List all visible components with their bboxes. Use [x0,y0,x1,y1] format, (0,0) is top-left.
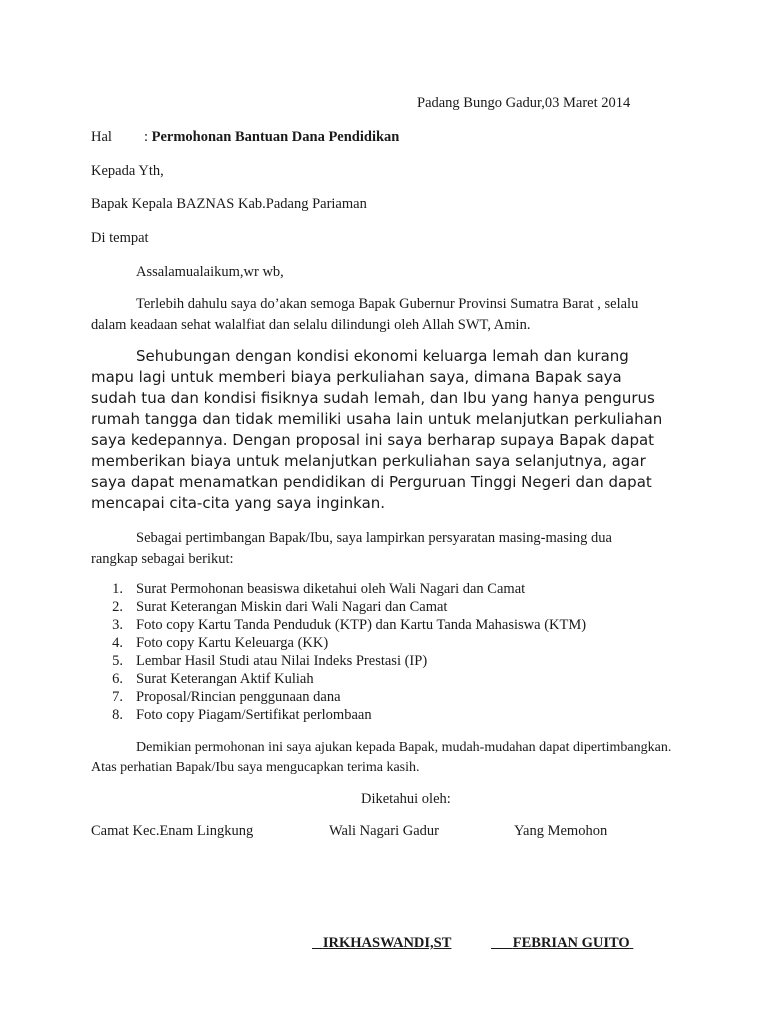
list-item: 5. Lembar Hasil Studi atau Nilai Indeks Prestasi (IP) [112,653,428,669]
subject-colon: : [143,129,148,145]
wali-name: IRKHASWANDI,ST [322,935,452,951]
list-item: 2. Surat Keterangan Miskin dari Wali Nagari dan Camat [112,599,448,615]
prayer-paragraph: Terlebih dahulu saya do’akan semoga Bapak Gubernur Provinsi Sumatra Barat , selalu dalam keadaan sehat walalfiat dan selalu dilindungi oleh Allah SWT, Amin. [91,296,639,333]
main-paragraph: Sehubungan dengan kondisi ekonomi keluarga lemah dan kurang mapu lagi untuk memberi biaya perkuliahan saya, dimana Bapak saya sudah tua dan kondisi fisiknya sudah lemah, dan Ibu yang hanya pengurus rumah tangga dan tidak memiliki usaha lain untuk melanjutkan perkuliahan saya kedepannya. Dengan proposal ini saya berharap supaya Bapak dapat memberikan biaya untuk melanjutkan perkuliahan saya selanjutnya, agar saya dapat menamatkan pendidikan di Perguruan Tinggi Negeri dan dapat mencapai cita-cita yang saya inginkan. [91,347,663,512]
signer-applicant: Yang Memohon [514,823,608,839]
subject-label: Hal [91,129,112,145]
closing-paragraph: Demikian permohonan ini saya ajukan kepada Bapak, mudah-mudahan dapat dipertimbangkan. Atas perhatian Bapak/Ibu saya mengucapkan terima kasih. [91,740,672,775]
subject-line [91,127,399,147]
list-item: 1. Surat Permohonan beasiswa diketahui oleh Wali Nagari dan Camat [112,581,526,597]
greeting: Assalamualaikum,wr wb, [136,264,284,280]
requirements-list [91,580,586,724]
list-item: 6. Surat Keterangan Aktif Kuliah [112,671,314,687]
subject-text: Permohonan Bantuan Dana Pendidikan [151,129,400,145]
applicant-name: FEBRIAN GUITO [512,935,630,951]
salutation-to: Kepada Yth, [91,163,164,179]
list-item: 8. Foto copy Piagam/Sertifikat perlombaan [112,707,372,723]
signer-wali: Wali Nagari Gadur [329,823,439,839]
location: Di tempat [91,230,149,246]
attachment-paragraph: Sebagai pertimbangan Bapak/Ibu, saya lampirkan persyaratan masing-masing dua rangkap sebagai berikut: [91,530,612,567]
place-date: Padang Bungo Gadur,03 Maret 2014 [417,95,631,111]
acknowledged-label: Diketahui oleh: [361,791,451,807]
list-item: 7. Proposal/Rincian penggunaan dana [112,689,341,705]
signer-camat: Camat Kec.Enam Lingkung [91,823,254,839]
list-item: 4. Foto copy Kartu Keleuarga (KK) [112,635,329,651]
recipient: Bapak Kepala BAZNAS Kab.Padang Pariaman [91,196,367,212]
list-item: 3. Foto copy Kartu Tanda Penduduk (KTP) dan Kartu Tanda Mahasiswa (KTM) [112,617,587,633]
